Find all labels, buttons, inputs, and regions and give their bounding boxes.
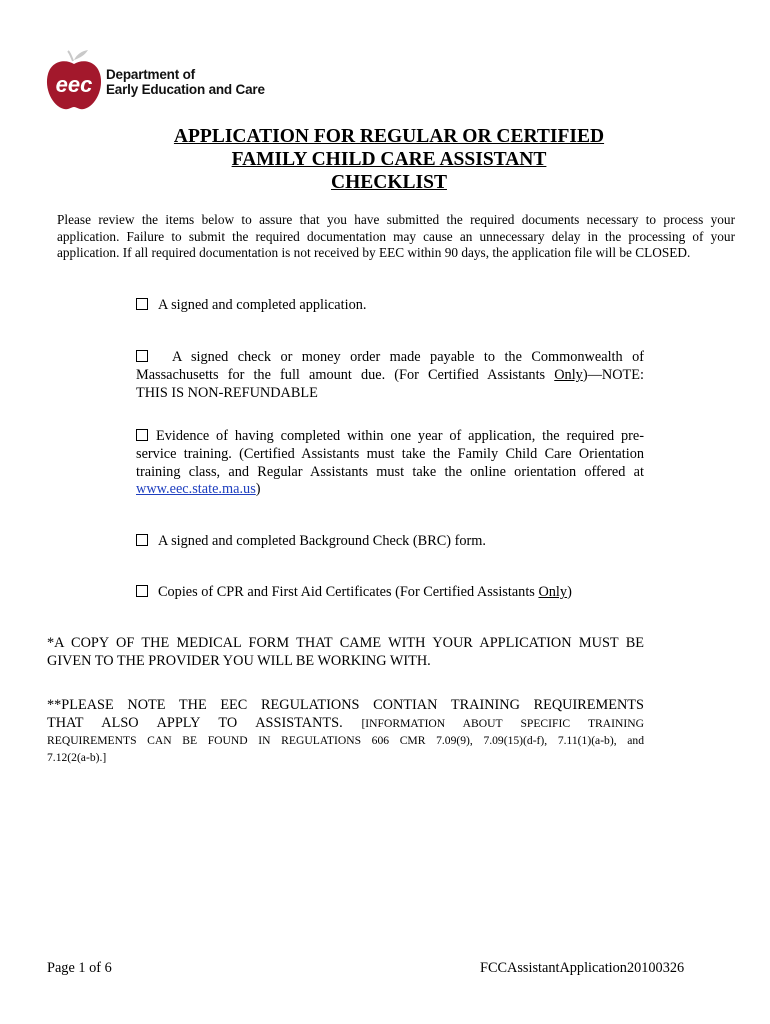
item-line-2 <box>136 367 644 385</box>
item-line-4 <box>136 481 644 499</box>
intro-line-1: Please review the items below to assure that you have submitted the required documents necessary to process your <box>57 212 735 227</box>
title-line-1: APPLICATION FOR REGULAR OR CERTIFIED <box>173 126 605 147</box>
checkbox[interactable] <box>136 534 148 546</box>
checkbox[interactable] <box>136 350 148 362</box>
checklist-item-cpr-certificates <box>136 584 572 602</box>
checklist-item-payment <box>136 349 644 402</box>
regulations-note <box>47 696 644 766</box>
eec-website-link[interactable]: www.eec.state.ma.us <box>136 481 256 498</box>
item-text: A signed and completed Background Check (BRC) form. <box>158 533 486 549</box>
eec-apple-logo-icon <box>44 46 104 112</box>
medical-note-line-1: *A COPY OF THE MEDICAL FORM THAT CAME WITH YOUR APPLICATION MUST BE <box>47 635 644 651</box>
intro-paragraph <box>57 212 735 262</box>
regs-note-line-2b: [INFORMATION ABOUT SPECIFIC TRAINING <box>361 717 644 730</box>
item-line-3: THIS IS NON-REFUNDABLE <box>136 384 318 401</box>
form-id: FCCAssistantApplication20100326 <box>480 960 685 976</box>
medical-note-line-2: GIVEN TO THE PROVIDER YOU WILL BE WORKING WITH. <box>47 653 431 669</box>
intro-line-3: application. If all required documentation is not received by EEC within 90 days, the application file will be CLOSED. <box>57 245 691 260</box>
document-title <box>100 125 678 194</box>
org-name <box>106 67 265 97</box>
regs-note-line-2a: THAT ALSO APPLY TO ASSISTANTS. <box>47 715 343 731</box>
item-text-underlined: Only <box>538 584 568 600</box>
svg-text:eec: eec <box>55 72 93 97</box>
intro-line-2: application. Failure to submit the required documentation may cause an unnecessary delay in the processing of your <box>57 228 735 244</box>
item-line-2-underlined: Only <box>554 366 583 383</box>
item-line-1-text: A signed check or money order made payable to the Commonwealth of <box>172 349 644 365</box>
checklist-item-training <box>136 428 644 499</box>
regs-note-line-2 <box>47 714 644 732</box>
checkbox[interactable] <box>136 585 148 597</box>
checklist-item-background-check <box>136 533 486 551</box>
org-name-line2: Early Education and Care <box>106 82 265 97</box>
regs-note-line-1: **PLEASE NOTE THE EEC REGULATIONS CONTIAN TRAINING REQUIREMENTS <box>47 697 644 713</box>
checkbox[interactable] <box>136 429 148 441</box>
item-text: A signed and completed application. <box>158 297 367 313</box>
medical-form-note <box>47 634 644 670</box>
regs-note-line-3: REQUIREMENTS CAN BE FOUND IN REGULATIONS 606 CMR 7.09(9), 7.09(15)(d-f), 7.11(1)(a-b), and <box>47 734 644 747</box>
item-text-b: ) <box>567 584 572 600</box>
item-line-1-text: Evidence of having completed within one year of application, the required pre- <box>156 428 644 444</box>
item-line-1 <box>136 428 644 446</box>
page-number: Page 1 of 6 <box>47 960 112 976</box>
checklist-item-application <box>136 297 366 315</box>
item-text-a: Copies of CPR and First Aid Certificates (For Certified Assistants <box>158 584 539 600</box>
item-line-2: service training. (Certified Assistants must take the Family Child Care Orientation <box>136 445 644 462</box>
item-line-2a: Massachusetts for the full amount due. (For Certified Assistants <box>136 366 555 383</box>
checkbox[interactable] <box>136 298 148 310</box>
eec-logo <box>44 46 274 112</box>
item-line-2b: )—NOTE: <box>582 366 644 383</box>
item-line-1 <box>136 349 644 367</box>
org-name-line1: Department of <box>106 67 195 82</box>
title-line-3: CHECKLIST <box>331 172 447 193</box>
item-line-3: training class, and Regular Assistants must take the online orientation offered at <box>136 463 644 480</box>
title-line-2: FAMILY CHILD CARE ASSISTANT <box>231 149 547 170</box>
regs-note-line-4: 7.12(2(a-b).] <box>47 751 107 764</box>
link-suffix: ) <box>255 481 261 498</box>
